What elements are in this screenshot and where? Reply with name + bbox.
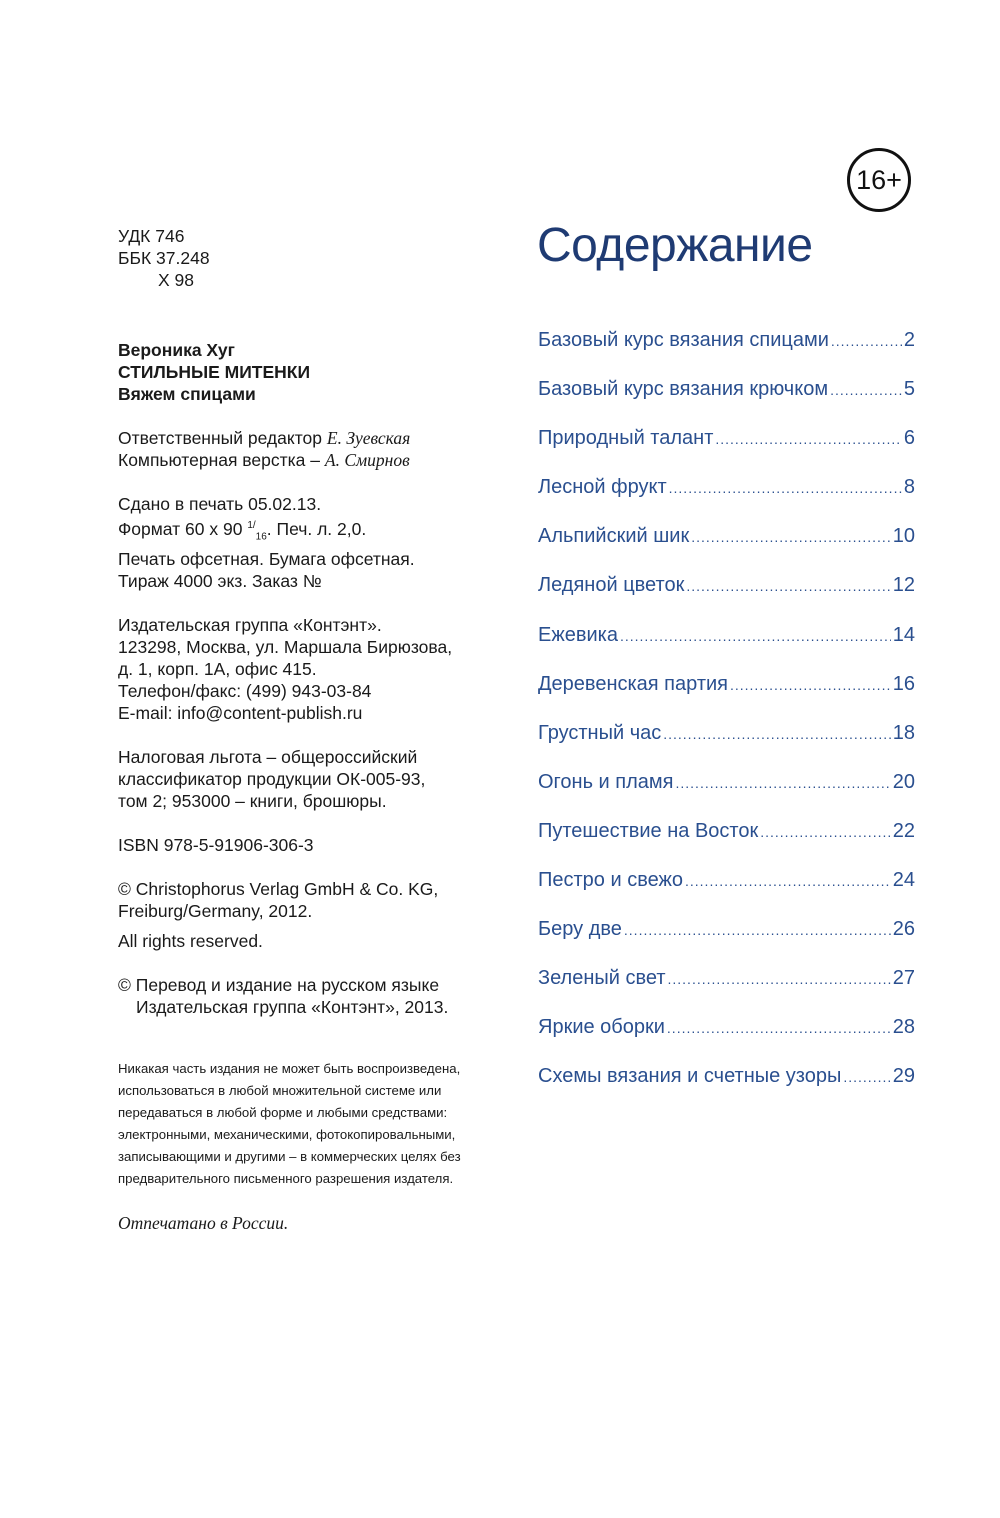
legal-line: записывающими и другими – в коммерческих целях без: [118, 1149, 461, 1165]
toc-item-label: Путешествие на Восток: [538, 819, 759, 842]
toc-item-label: Лесной фрукт: [538, 476, 667, 499]
toc-item[interactable]: [538, 771, 915, 820]
tax-line: том 2; 953000 – книги, брошюры.: [118, 791, 387, 812]
toc-item-label: Пестро и свежо: [538, 869, 683, 892]
publisher-line: Издательская группа «Контэнт».: [118, 615, 382, 636]
toc-item-page: 26: [892, 918, 915, 941]
print-date: Сдано в печать 05.02.13.: [118, 494, 322, 514]
toc-item-page: 12: [892, 574, 915, 597]
print-info: [118, 493, 508, 592]
toc-leader-dots: [730, 677, 891, 693]
translation-copyright: [118, 974, 508, 1018]
classification-codes: [118, 225, 508, 291]
toc-item[interactable]: [538, 722, 915, 771]
toc-leader-dots: [686, 578, 890, 594]
translation-line: Издательская группа «Контэнт», 2013.: [136, 997, 449, 1018]
toc-leader-dots: [668, 971, 891, 987]
toc-leader-dots: [691, 529, 891, 545]
editor-name: Е. Зуевская: [326, 428, 411, 448]
toc-item[interactable]: [538, 673, 915, 722]
bbk-code: ББК 37.248: [118, 248, 210, 268]
toc-item-label: Природный талант: [538, 427, 714, 450]
toc-item-page: 10: [892, 525, 915, 548]
imprint-column: [118, 225, 508, 1234]
toc-item-page: 18: [892, 721, 915, 744]
publisher-email: E-mail: info@content-publish.ru: [118, 703, 363, 724]
editors: [118, 427, 508, 471]
toc-item-label: Яркие оборки: [538, 1016, 665, 1039]
toc-leader-dots: [715, 431, 902, 447]
book-subtitle: Вяжем спицами: [118, 384, 256, 404]
legal-line: использоваться в любой множительной системе или: [118, 1083, 442, 1099]
printed-in: Отпечатано в России.: [118, 1213, 289, 1234]
isbn: ISBN 978-5-91906-306-3: [118, 835, 314, 856]
publisher-line: 123298, Москва, ул. Маршала Бирюзова,: [118, 637, 453, 658]
toc-item[interactable]: [538, 574, 915, 623]
toc-item-page: 16: [892, 672, 915, 695]
toc-item[interactable]: [538, 476, 915, 525]
translation-line: © Перевод и издание на русском языке: [118, 975, 440, 996]
copyright: [118, 878, 508, 952]
toc-leader-dots: [667, 1020, 891, 1036]
toc-leader-dots: [830, 382, 902, 398]
toc-item-page: 2: [903, 329, 915, 351]
publisher-line: д. 1, корп. 1А, офис 415.: [118, 659, 317, 680]
toc-item-page: 24: [892, 869, 915, 892]
legal-notice: [118, 1058, 508, 1190]
toc-item-page: 27: [892, 967, 915, 990]
print-run: Тираж 4000 экз. Заказ №: [118, 571, 322, 592]
toc-leader-dots: [620, 628, 891, 644]
toc-item[interactable]: [538, 967, 915, 1016]
toc-item-page: 5: [903, 378, 915, 401]
toc-leader-dots: [669, 480, 902, 496]
toc-item-page: 8: [903, 476, 915, 499]
toc-item-label: Базовый курс вязания спицами: [538, 329, 829, 351]
author-name: Вероника Хуг: [118, 340, 235, 360]
publisher-phone: Телефон/факс: (499) 943-03-84: [118, 681, 372, 702]
toc-item-label: Ледяной цветок: [538, 574, 685, 597]
toc-item-label: Грустный час: [538, 721, 662, 744]
layout-label: Компьютерная верстка –: [118, 450, 321, 470]
toc-item[interactable]: [538, 378, 915, 427]
legal-line: предварительного письменного разрешения издателя.: [118, 1171, 454, 1187]
toc-item-label: Огонь и пламя: [538, 770, 674, 793]
toc-leader-dots: [624, 922, 891, 938]
tax-line: классификатор продукции ОК-005-93,: [118, 769, 426, 790]
print-format: Формат 60 х 90 $^{1/}_{16}$. Печ. л. 2,0.: [118, 518, 367, 543]
editor-label: Ответственный редактор: [118, 428, 323, 448]
copyright-line: Freiburg/Germany, 2012.: [118, 901, 313, 922]
toc-leader-dots: [685, 873, 891, 889]
toc-item-label: Альпийский шик: [538, 525, 690, 548]
toc-item-page: 28: [892, 1016, 915, 1039]
toc-item-label: Беру две: [538, 918, 622, 941]
toc-item-label: Схемы вязания и счетные узоры: [538, 1065, 842, 1088]
udk-code: УДК 746: [118, 226, 185, 246]
book-info: [118, 339, 508, 405]
print-paper: Печать офсетная. Бумага офсетная.: [118, 549, 415, 570]
toc-item-page: 22: [892, 819, 915, 842]
tax-line: Налоговая льгота – общероссийский: [118, 747, 418, 768]
tax-info: [118, 746, 508, 812]
toc-item[interactable]: [538, 624, 915, 673]
legal-line: передаваться в любой форме и любыми средствами:: [118, 1105, 448, 1121]
layout-name: А. Смирнов: [324, 450, 410, 470]
copyright-line: All rights reserved.: [118, 931, 263, 952]
toc-item[interactable]: [538, 329, 915, 378]
book-title: СТИЛЬНЫЕ МИТЕНКИ: [118, 362, 311, 382]
toc-leader-dots: [663, 726, 891, 742]
toc-leader-dots: [760, 824, 891, 840]
toc-leader-dots: [831, 333, 902, 349]
publisher-info: [118, 614, 508, 724]
toc-item[interactable]: [538, 918, 915, 967]
toc-item[interactable]: [538, 1016, 915, 1065]
toc-title: Содержание: [537, 219, 813, 272]
toc-item-page: 14: [892, 623, 915, 646]
toc-item-label: Деревенская партия: [538, 672, 728, 695]
author-mark: Х 98: [158, 270, 194, 290]
age-rating-badge: 16+: [847, 148, 911, 212]
toc-item[interactable]: [538, 869, 915, 918]
toc-item[interactable]: [538, 1065, 915, 1114]
toc-item-label: Ежевика: [538, 623, 618, 646]
toc-item-label: Зеленый свет: [538, 967, 666, 990]
toc-item-page: 6: [903, 427, 915, 450]
toc-item[interactable]: [538, 427, 915, 476]
toc-item-page: 20: [892, 770, 915, 793]
table-of-contents: [538, 329, 915, 1115]
toc-leader-dots: [676, 775, 891, 791]
legal-line: Никакая часть издания не может быть воспроизведена,: [118, 1061, 461, 1077]
toc-item-page: 29: [892, 1065, 915, 1088]
copyright-line: © Christophorus Verlag GmbH & Co. KG,: [118, 879, 439, 900]
toc-leader-dots: [843, 1069, 890, 1085]
legal-line: электронными, механическими, фотокопировальными,: [118, 1127, 456, 1143]
toc-item[interactable]: [538, 525, 915, 574]
toc-item-label: Базовый курс вязания крючком: [538, 378, 829, 401]
toc-item[interactable]: [538, 820, 915, 869]
